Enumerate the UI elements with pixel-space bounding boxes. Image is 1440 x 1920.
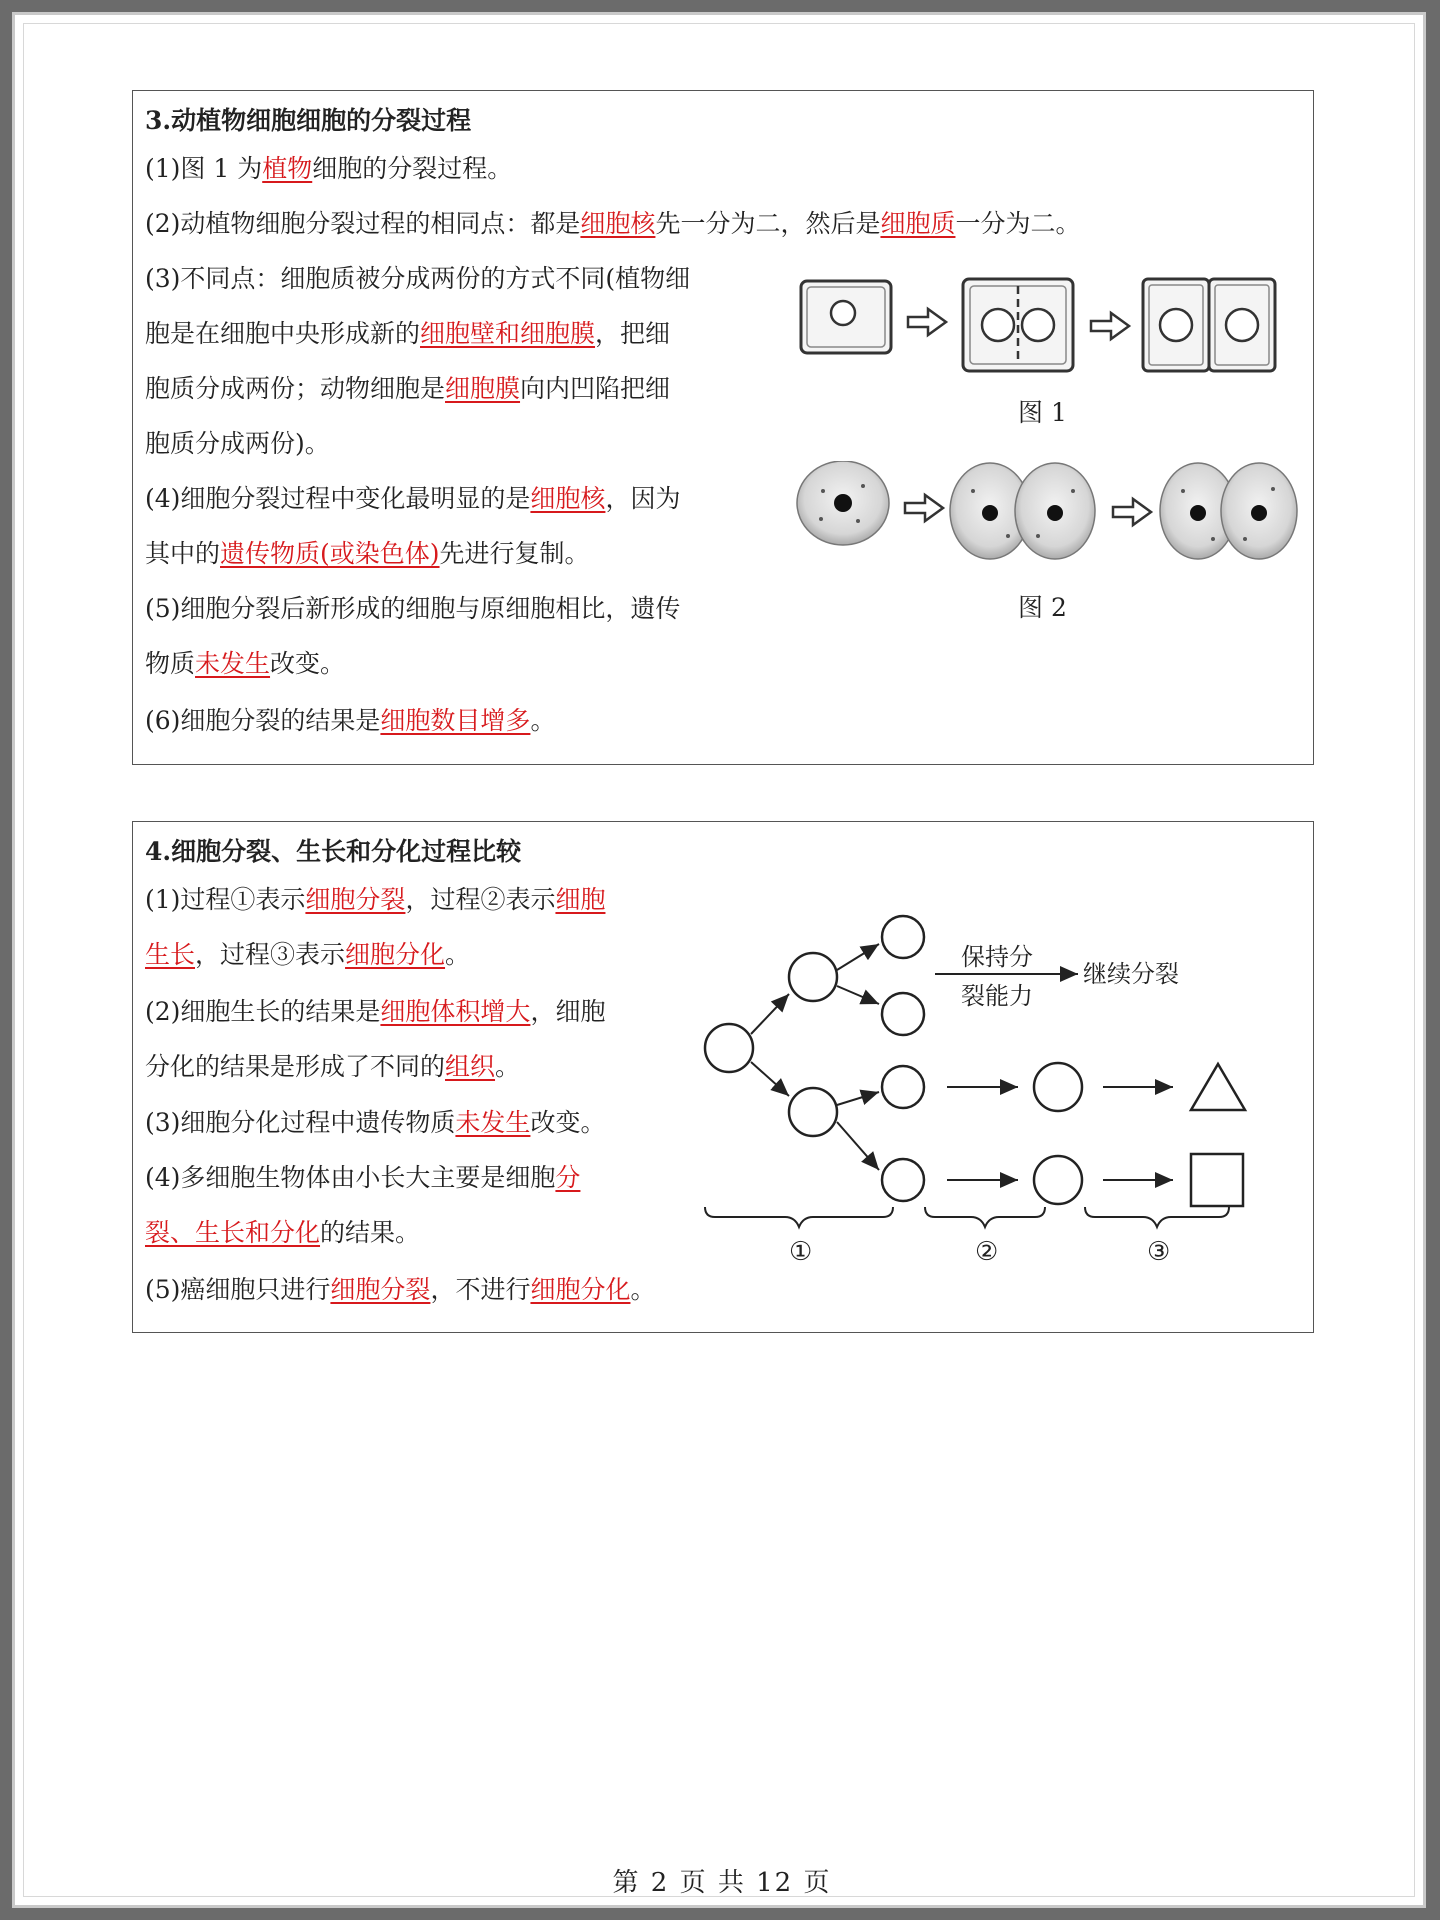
text-segment: 胞是在细胞中央形成新的 xyxy=(145,319,421,348)
text-line xyxy=(145,1105,605,1141)
arrow-icon xyxy=(905,495,943,521)
answer-text: 细胞体积增大 xyxy=(380,997,531,1026)
brace-1-label: ① xyxy=(789,1237,813,1262)
cell-small xyxy=(882,1159,924,1201)
text-segment: 的结果。 xyxy=(320,1218,421,1247)
text-segment: 分化的结果是形成了不同的 xyxy=(145,1052,446,1081)
text-line xyxy=(145,316,670,352)
answer-text: 细胞分化 xyxy=(345,940,446,969)
answer-text: 细胞壁和细胞膜 xyxy=(420,319,596,348)
document-page xyxy=(12,12,1426,1908)
text-segment: (2)动植物细胞分裂过程的相同点：都是 xyxy=(145,209,581,238)
text-line xyxy=(145,1049,520,1085)
tissue-square xyxy=(1191,1154,1243,1206)
label-keep-2: 裂能力 xyxy=(961,982,1033,1010)
brace-2 xyxy=(925,1207,1045,1227)
text-segment: (5)癌细胞只进行 xyxy=(145,1275,331,1304)
cell-small xyxy=(882,993,924,1035)
answer-text: 分 xyxy=(555,1163,581,1192)
label-continue: 继续分裂 xyxy=(1083,960,1179,988)
cell-small xyxy=(882,916,924,958)
text-line xyxy=(145,151,512,187)
text-segment: 向内凹陷把细 xyxy=(520,374,671,403)
cell-origin xyxy=(705,1024,753,1072)
text-segment: ，过程③表示 xyxy=(195,940,346,969)
answer-text: 组织 xyxy=(445,1052,496,1081)
text-line xyxy=(145,591,680,627)
text-segment: (5)细胞分裂后新形成的细胞与原细胞相比，遗传 xyxy=(145,594,681,623)
answer-text: 细胞核 xyxy=(580,209,656,238)
text-segment: 一分为二。 xyxy=(955,209,1081,238)
figure-2-caption: 图 2 xyxy=(1018,593,1067,622)
arrow-icon xyxy=(908,309,946,335)
cell-grown xyxy=(1034,1156,1082,1204)
text-segment: (3)细胞分化过程中遗传物质 xyxy=(145,1108,456,1137)
text-line xyxy=(145,1160,580,1196)
text-segment: ，把细 xyxy=(595,319,671,348)
answer-text: 细胞核 xyxy=(530,484,606,513)
text-segment: ，过程②表示 xyxy=(405,885,556,914)
brace-3-label: ③ xyxy=(1147,1237,1171,1262)
text-segment: 细胞的分裂过程。 xyxy=(312,154,513,183)
plant-cell-before xyxy=(801,281,891,353)
text-segment: (6)细胞分裂的结果是 xyxy=(145,706,381,735)
text-segment: 先一分为二，然后是 xyxy=(655,209,881,238)
answer-text: 裂、生长和分化 xyxy=(145,1218,321,1247)
text-segment: (1)图 1 为 xyxy=(145,154,263,183)
plant-cells-after xyxy=(1143,279,1275,371)
cell-process-diagram xyxy=(703,902,1273,1262)
answer-text: 生长 xyxy=(145,940,196,969)
text-segment: ，不进行 xyxy=(430,1275,531,1304)
text-segment: ，细胞 xyxy=(530,997,606,1026)
answer-text: 未发生 xyxy=(195,649,271,678)
text-line xyxy=(145,481,680,517)
text-line xyxy=(145,882,605,918)
arrow-icon xyxy=(1113,499,1151,525)
text-segment: (4)多细胞生物体由小长大主要是细胞 xyxy=(145,1163,556,1192)
answer-text: 植物 xyxy=(262,154,313,183)
text-line xyxy=(145,261,690,297)
text-line xyxy=(145,937,470,973)
answer-text: 细胞分裂 xyxy=(305,885,406,914)
text-segment: 改变。 xyxy=(270,649,346,678)
brace-2-label: ② xyxy=(975,1237,999,1262)
text-line xyxy=(145,994,605,1030)
section-3-title: 3.动植物细胞细胞的分裂过程 xyxy=(145,106,472,135)
text-segment: 。 xyxy=(445,940,471,969)
text-segment: (2)细胞生长的结果是 xyxy=(145,997,381,1026)
text-segment: ，因为 xyxy=(605,484,681,513)
text-line xyxy=(145,426,330,462)
text-segment: 。 xyxy=(530,706,556,735)
brace-1 xyxy=(705,1207,893,1227)
arrow-icon xyxy=(1091,313,1129,339)
answer-text: 细胞膜 xyxy=(445,374,521,403)
figure-1-caption: 图 1 xyxy=(1018,398,1067,427)
text-line xyxy=(145,206,1080,242)
text-segment: 改变。 xyxy=(530,1108,606,1137)
animal-cell-dividing xyxy=(950,463,1095,559)
figure-1-plant-cell-division xyxy=(793,271,1303,431)
section-4-box xyxy=(132,821,1314,1333)
text-line xyxy=(145,371,670,407)
text-segment: 物质 xyxy=(145,649,196,678)
label-keep-1: 保持分 xyxy=(961,943,1033,971)
plant-cell-dividing xyxy=(963,279,1073,371)
answer-text: 未发生 xyxy=(455,1108,531,1137)
text-segment: 胞质分成两份)。 xyxy=(145,429,330,458)
text-segment: 。 xyxy=(630,1275,656,1304)
page-footer: 第 2 页 共 12 页 xyxy=(612,1868,832,1898)
cell-grown xyxy=(1034,1063,1082,1111)
text-line xyxy=(145,703,555,739)
figure-2-animal-cell-division xyxy=(793,461,1303,641)
text-segment: 。 xyxy=(495,1052,521,1081)
answer-text: 细胞质 xyxy=(880,209,956,238)
text-segment: 其中的 xyxy=(145,539,221,568)
text-segment: 胞质分成两份；动物细胞是 xyxy=(145,374,446,403)
text-segment: 先进行复制。 xyxy=(439,539,590,568)
text-segment: (3)不同点：细胞质被分成两份的方式不同(植物细 xyxy=(145,264,691,293)
answer-text: 细胞分化 xyxy=(530,1275,631,1304)
text-segment: (1)过程①表示 xyxy=(145,885,306,914)
text-line xyxy=(145,1272,655,1308)
answer-text: 细胞 xyxy=(555,885,606,914)
cell-division-upper xyxy=(789,953,837,1001)
answer-text: 遗传物质(或染色体) xyxy=(220,539,440,568)
tissue-triangle xyxy=(1191,1064,1245,1110)
section-4-title: 4.细胞分裂、生长和分化过程比较 xyxy=(145,837,522,866)
text-line xyxy=(145,646,345,682)
animal-cell-before xyxy=(797,461,889,545)
cell-division-lower xyxy=(789,1088,837,1136)
section-3-box xyxy=(132,90,1314,765)
answer-text: 细胞数目增多 xyxy=(380,706,531,735)
animal-cells-after xyxy=(1160,463,1297,559)
cell-small xyxy=(882,1066,924,1108)
answer-text: 细胞分裂 xyxy=(330,1275,431,1304)
text-segment: (4)细胞分裂过程中变化最明显的是 xyxy=(145,484,531,513)
brace-3 xyxy=(1085,1207,1229,1227)
text-line xyxy=(145,1215,420,1251)
text-line xyxy=(145,536,590,572)
